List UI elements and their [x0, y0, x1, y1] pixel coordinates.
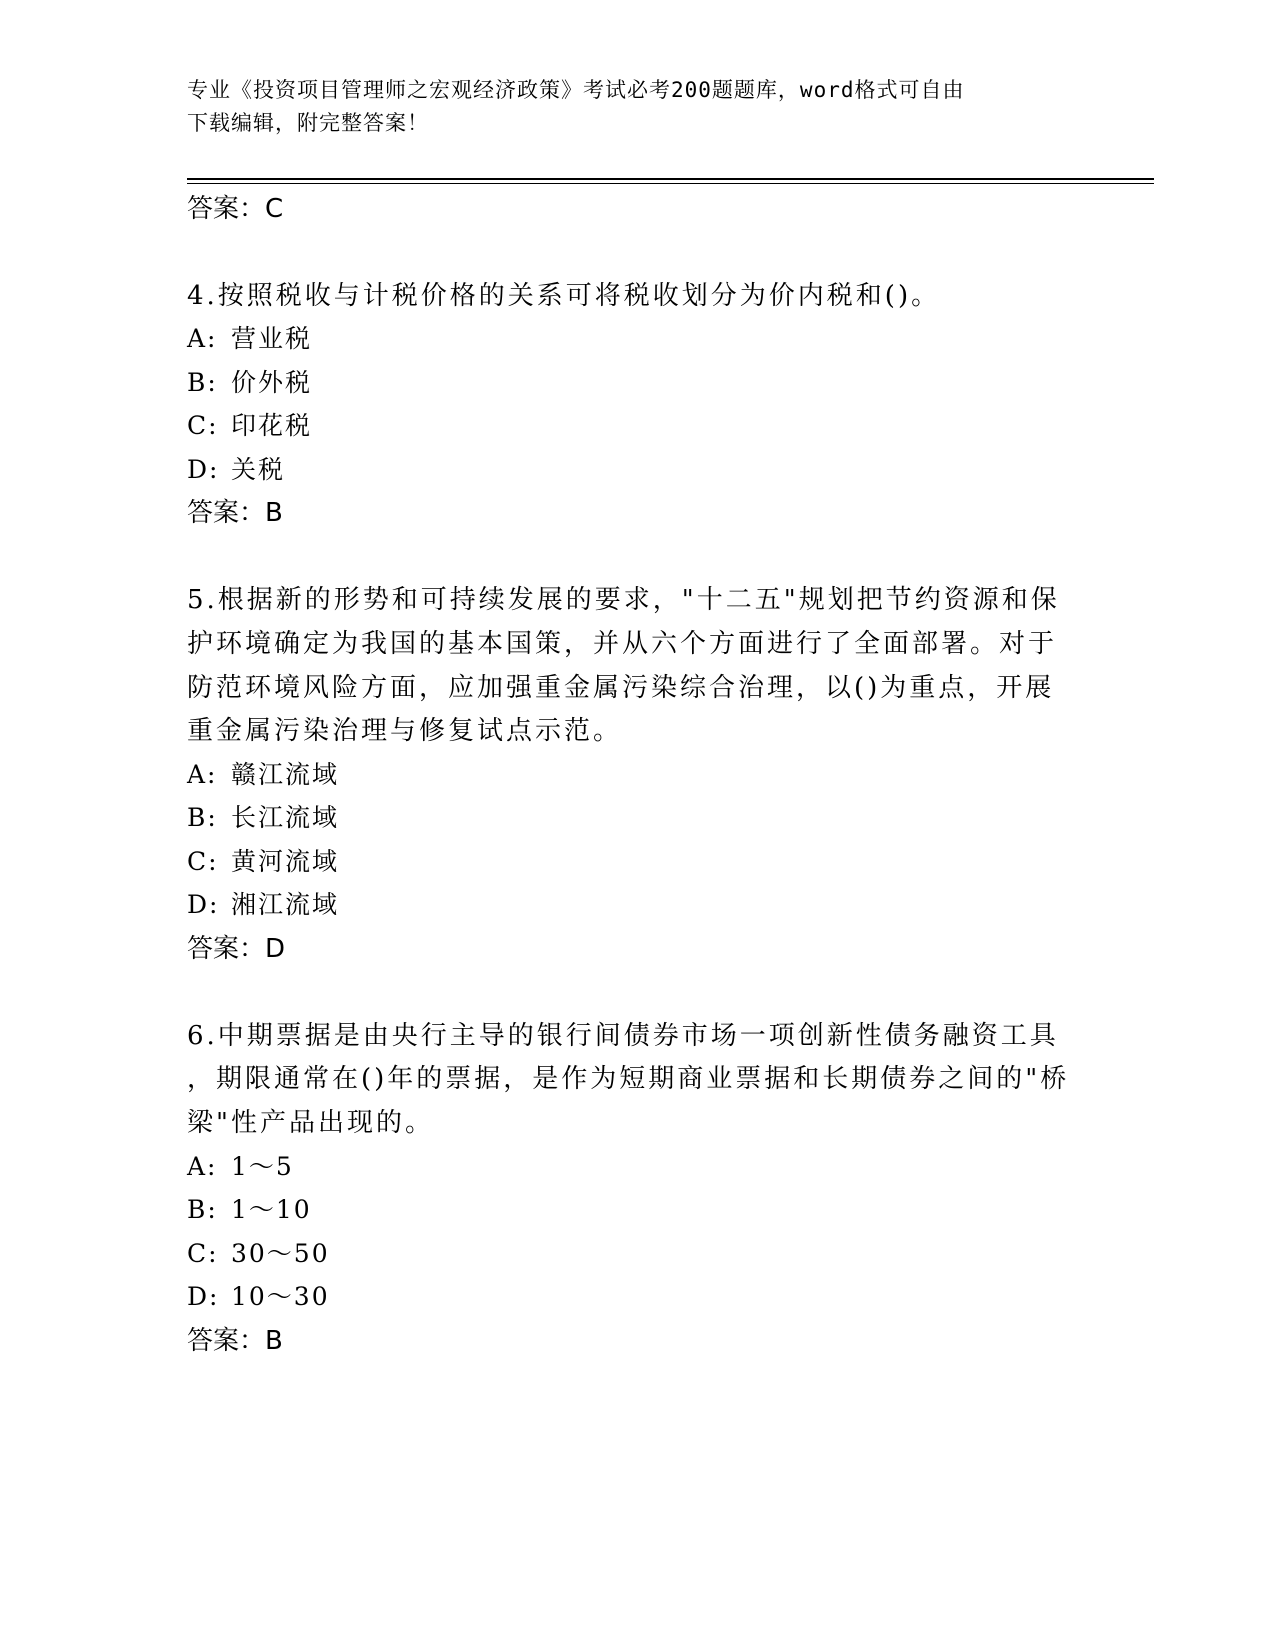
question-5-option-b — [187, 803, 339, 833]
header-divider-thin — [187, 183, 1154, 184]
option-text: 1～10 — [231, 1195, 312, 1224]
question-5-option-d — [187, 890, 339, 920]
option-text: 营业税 — [231, 324, 313, 353]
question-5-line-3: 防范环境风险方面，应加强重金属污染综合治理，以()为重点，开展 — [187, 673, 1055, 703]
question-6-option-b — [187, 1195, 312, 1225]
question-6-option-c — [187, 1239, 330, 1269]
option-label: B: — [187, 803, 218, 832]
option-text: 价外税 — [231, 368, 313, 397]
option-label: D: — [187, 455, 220, 484]
option-label: D: — [187, 890, 220, 919]
question-5-option-c — [187, 847, 339, 877]
option-label: B: — [187, 1195, 218, 1224]
option-text: 10～30 — [231, 1282, 330, 1311]
question-4-option-c — [187, 411, 312, 441]
question-6-line-2: ，期限通常在()年的票据，是作为短期商业票据和长期债券之间的"桥 — [187, 1064, 1070, 1094]
option-text: 黄河流域 — [231, 847, 340, 876]
option-label: B: — [187, 368, 218, 397]
option-label: C: — [187, 1239, 219, 1268]
option-text: 30～50 — [231, 1239, 330, 1268]
question-5-line-1: 5.根据新的形势和可持续发展的要求，"十二五"规划把节约资源和保 — [187, 585, 1060, 615]
option-label: C: — [187, 847, 219, 876]
question-4-option-b — [187, 368, 312, 398]
question-4-answer: 答案：B — [187, 498, 283, 528]
question-5-line-2: 护环境确定为我国的基本国策，并从六个方面进行了全面部署。对于 — [187, 629, 1058, 659]
question-4-option-d — [187, 455, 285, 485]
question-6-option-a — [187, 1152, 294, 1182]
option-text: 关税 — [231, 455, 286, 484]
question-4-option-a — [187, 324, 312, 354]
option-label: A: — [187, 324, 218, 353]
option-text: 印花税 — [231, 411, 313, 440]
header-intro-line-2: 下载编辑，附完整答案！ — [187, 111, 429, 135]
question-6-line-1: 6.中期票据是由央行主导的银行间债券市场一项创新性债务融资工具 — [187, 1021, 1059, 1051]
option-label: A: — [187, 760, 218, 789]
header-intro-line-1: 专业《投资项目管理师之宏观经济政策》考试必考200题题库，word格式可自由 — [187, 78, 965, 102]
question-6-line-3: 梁"性产品出现的。 — [187, 1108, 434, 1138]
question-5-option-a — [187, 760, 339, 790]
question-4-line-1: 4.按照税收与计税价格的关系可将税收划分为价内税和()。 — [187, 281, 941, 311]
option-text: 赣江流域 — [231, 760, 340, 789]
option-text: 湘江流域 — [231, 890, 340, 919]
header-divider-thick — [187, 178, 1154, 180]
option-text: 长江流域 — [231, 803, 340, 832]
question-6-option-d — [187, 1282, 330, 1312]
document-header — [187, 74, 1067, 140]
option-label: C: — [187, 411, 219, 440]
question-5-answer: 答案：D — [187, 934, 286, 964]
option-label: A: — [187, 1152, 218, 1181]
option-text: 1～5 — [231, 1152, 294, 1181]
question-6-answer: 答案：B — [187, 1326, 283, 1356]
answer-previous: 答案：C — [187, 194, 284, 224]
option-label: D: — [187, 1282, 220, 1311]
question-5-line-4: 重金属污染治理与修复试点示范。 — [187, 716, 623, 746]
